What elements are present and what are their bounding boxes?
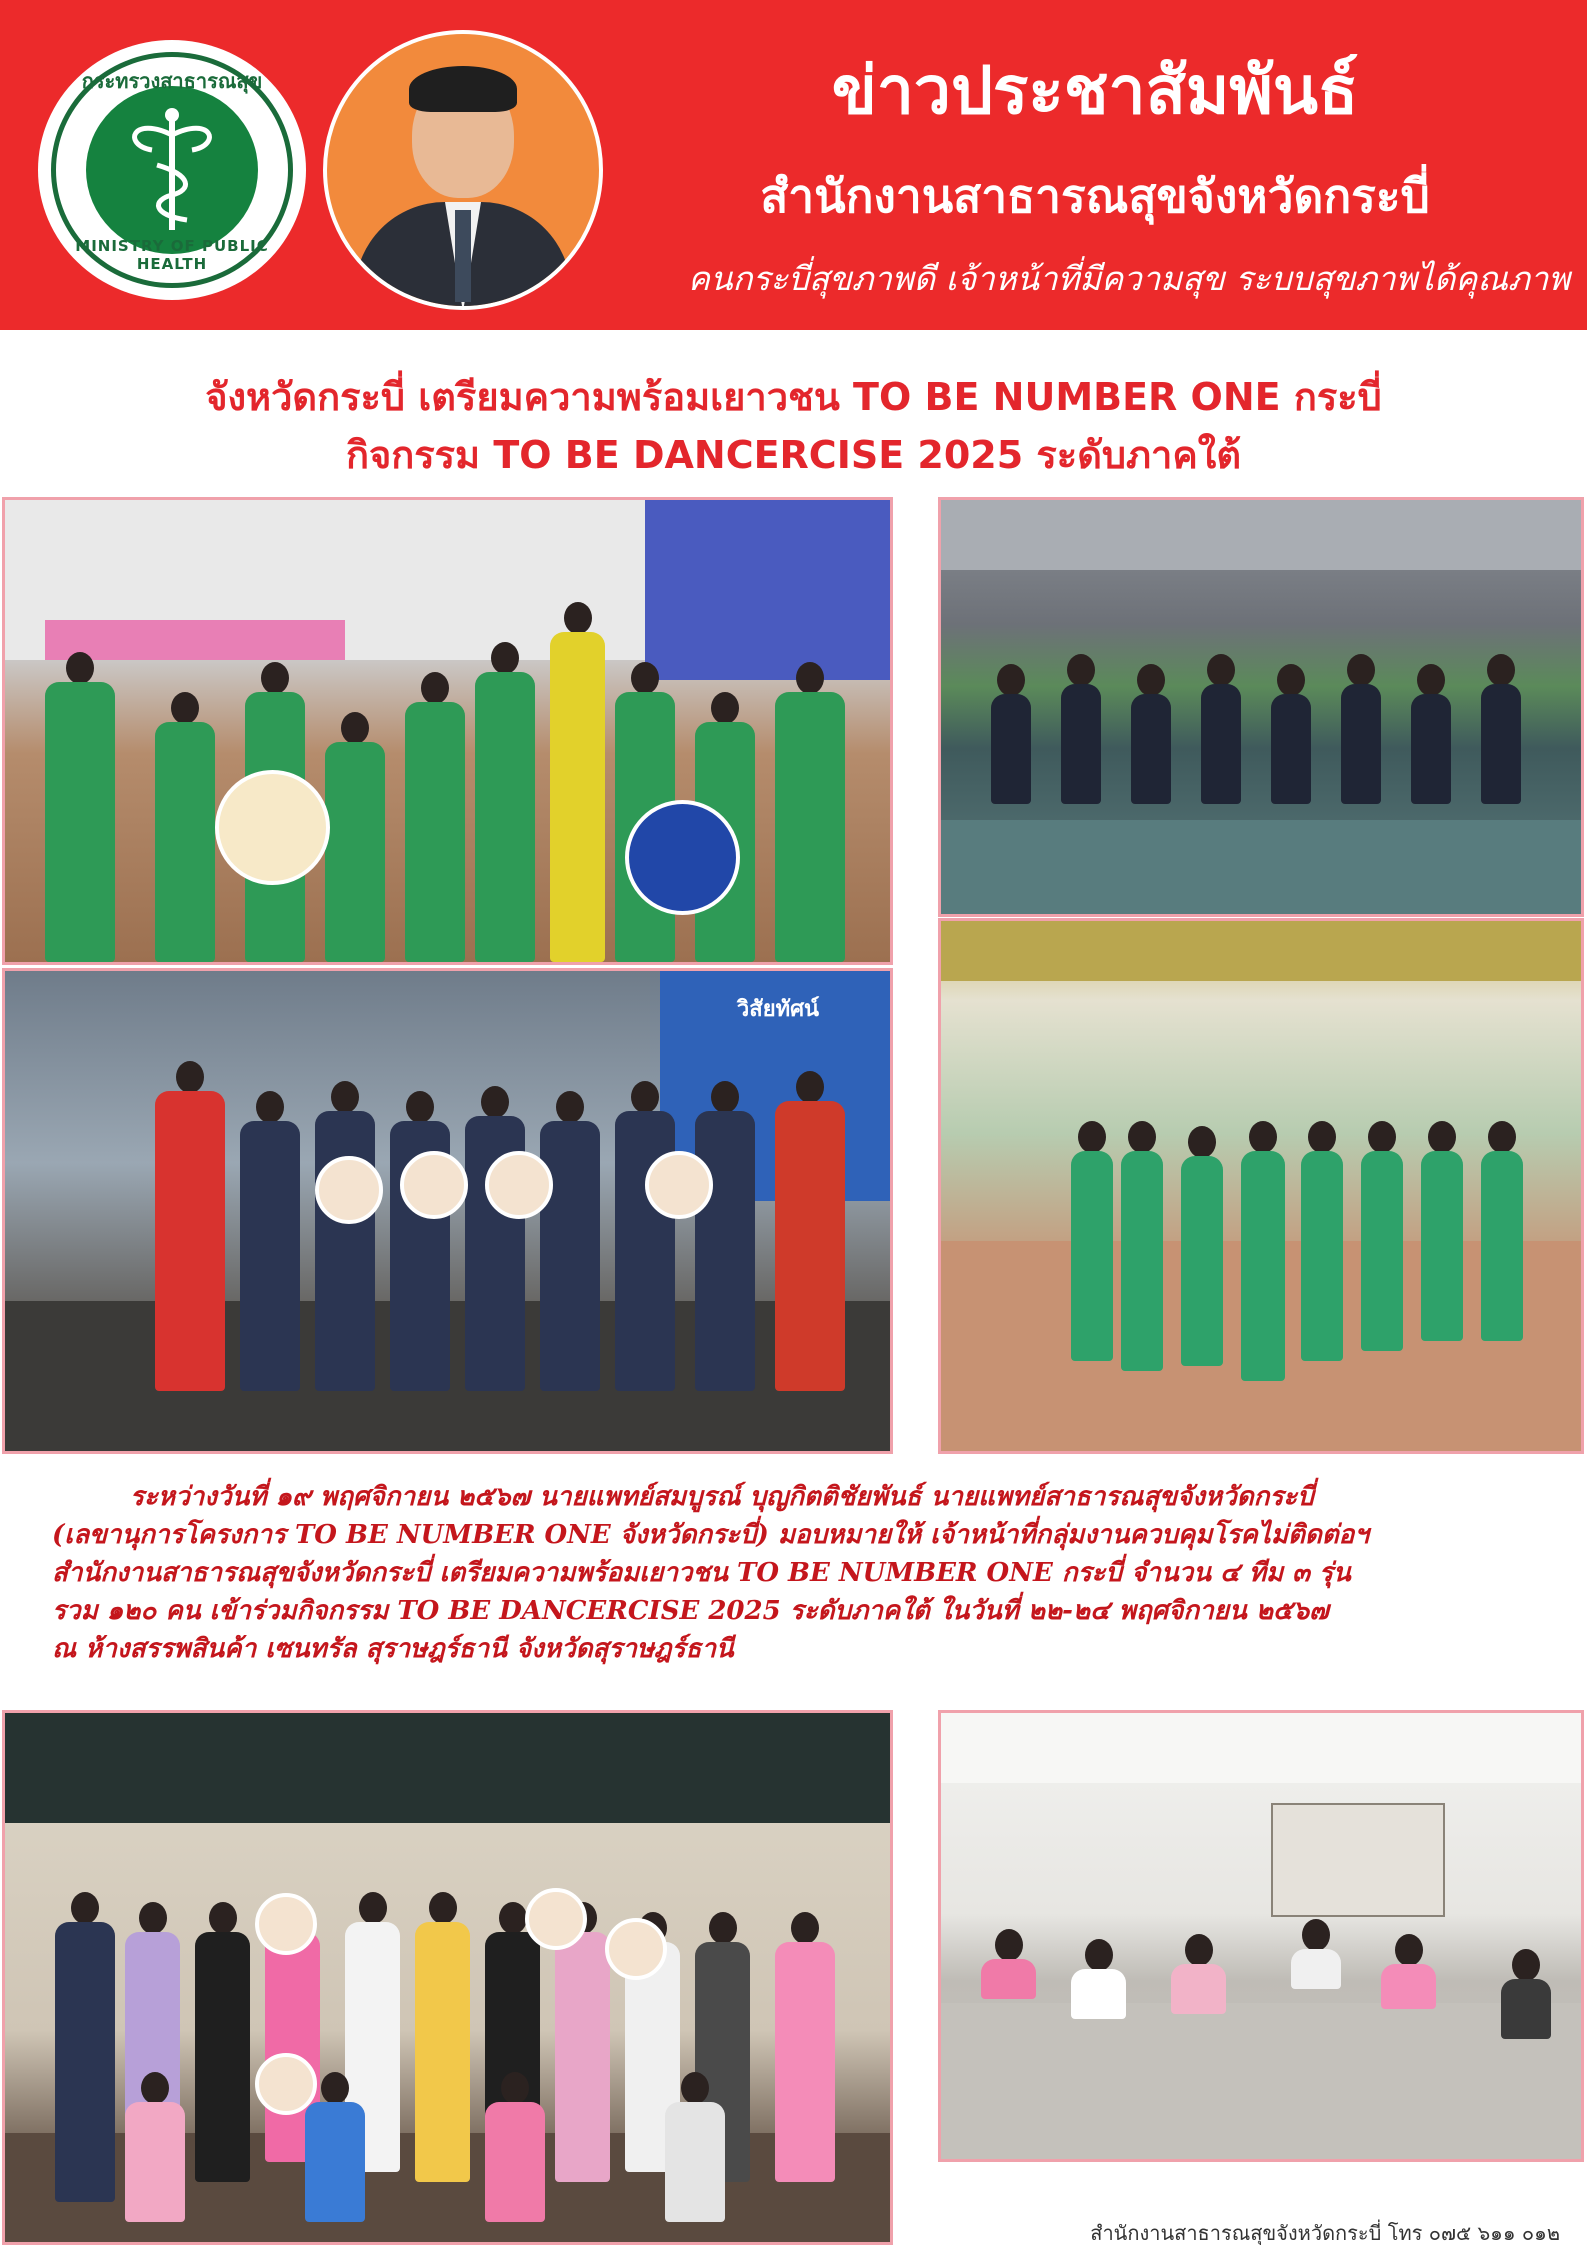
logo-ring [51, 52, 293, 288]
photo-dance-performance-court [938, 497, 1584, 917]
person [475, 642, 535, 962]
header-banner [0, 0, 1587, 330]
person [415, 1892, 470, 2182]
header-slogan: คนกระบี่สุขภาพดี เจ้าหน้าที่มีความสุข ระบบสุขภาพได้คุณภาพ [687, 259, 1570, 298]
news-body-line-2: (เลขานุการโครงการ TO BE NUMBER ONE จังหวัดกระบี่) มอบหมายให้ เจ้าหน้าที่กลุ่มงานควบคุมโรคไม่ติดต่อฯ [52, 1520, 1369, 1550]
photo-stretching-hall [938, 1710, 1584, 2162]
dancer [1411, 664, 1451, 804]
headline-line-1: จังหวัดกระบี่ เตรียมความพร้อมเยาวชน TO BE NUMBER ONE กระบี่ [205, 375, 1382, 419]
to-be-number-one-sign [525, 1888, 587, 1950]
photo-blue-wall [645, 500, 893, 680]
dancer [1201, 654, 1241, 804]
photo-group-green-uniform [2, 497, 893, 965]
dancer [1131, 664, 1171, 804]
person [540, 1091, 600, 1391]
person [550, 602, 605, 962]
person [155, 692, 215, 962]
to-be-number-one-sign [605, 1918, 667, 1980]
photo-roof [941, 500, 1584, 570]
dancer [1181, 1126, 1223, 1366]
headline [0, 368, 1587, 484]
dancer [1481, 654, 1521, 804]
ministry-logo [38, 40, 306, 300]
child-stretching [1171, 1934, 1226, 2014]
photo-mirror [1271, 1803, 1445, 1917]
person [125, 2072, 185, 2222]
news-body-line-3: สำนักงานสาธารณสุขจังหวัดกระบี่ เตรียมความพร้อมเยาวชน TO BE NUMBER ONE กระบี่ จำนวน ๔ ทีม ๓ รุ่น [52, 1558, 1351, 1588]
caduceus-icon [86, 86, 258, 254]
to-be-number-one-sign [400, 1151, 468, 1219]
child-stretching [1071, 1939, 1126, 2019]
to-be-number-one-sign [485, 1151, 553, 1219]
person [775, 1071, 845, 1391]
header-title: ข่าวประชาสัมพันธ์ [831, 51, 1359, 129]
news-body [52, 1478, 1542, 1668]
news-body-line-1: ระหว่างวันที่ ๑๙ พฤศจิกายน ๒๕๖๗ นายแพทย์สมบูรณ์ บุญกิตติชัยพันธ์ นายแพทย์สาธารณสุขจังหวัดกระบี่ [130, 1482, 1314, 1512]
person [485, 2072, 545, 2222]
dancer [1301, 1121, 1343, 1361]
news-body-line-4: รวม ๑๒๐ คน เข้าร่วมกิจกรรม TO BE DANCERCISE 2025 ระดับภาคใต้ ในวันที่ ๒๒-๒๔ พฤศจิกายน ๒๕๖๗ [52, 1596, 1329, 1626]
person [615, 1081, 675, 1391]
dancer [1421, 1121, 1463, 1341]
dancer [1271, 664, 1311, 804]
headline-line-2: กิจกรรม TO BE DANCERCISE 2025 ระดับภาคใต้ [345, 433, 1242, 477]
photo-dark-ceiling [5, 1713, 893, 1823]
person [55, 1892, 115, 2202]
to-be-number-one-sign [255, 1893, 317, 1955]
photo-group-children [2, 1710, 893, 2245]
dancer [1241, 1121, 1285, 1381]
person [775, 662, 845, 962]
dancer [1361, 1121, 1403, 1351]
portrait-tie [455, 210, 471, 302]
dancer [1121, 1121, 1163, 1371]
dancer [1071, 1121, 1113, 1361]
person [155, 1061, 225, 1391]
photo-dance-practice-hall [938, 918, 1584, 1454]
to-be-number-one-sign [625, 800, 740, 915]
logo-text-top: กระทรวงสาธารณสุข [81, 69, 263, 93]
photo-ceiling [941, 921, 1584, 981]
child-stretching [1501, 1949, 1551, 2039]
person [195, 1902, 250, 2182]
person [695, 1081, 755, 1391]
to-be-number-one-sign [255, 2053, 317, 2115]
person [405, 672, 465, 962]
person [465, 1086, 525, 1391]
photo-court-floor [941, 820, 1584, 917]
to-be-number-one-sign [315, 1156, 383, 1224]
to-be-number-one-sign [645, 1151, 713, 1219]
dancer [1341, 654, 1381, 804]
footer-contact: สำนักงานสาธารณสุขจังหวัดกระบี่ โทร ๐๗๕ ๖๑๑ ๐๑๒ [1090, 2221, 1560, 2245]
person [775, 1912, 835, 2182]
person [390, 1091, 450, 1391]
portrait-hair [409, 66, 517, 112]
child-stretching [1291, 1919, 1341, 1989]
news-body-line-5: ณ ห้างสรรพสินค้า เซนทรัล สุราษฎร์ธานี จังหวัดสุราษฎร์ธานี [52, 1634, 734, 1664]
dancer [1481, 1121, 1523, 1341]
vision-board-title: วิสัยทัศน์ [736, 997, 820, 1022]
official-portrait [323, 30, 603, 310]
photo-group-navy-uniform [2, 968, 893, 1454]
dancer [1061, 654, 1101, 804]
header-office: สำนักงานสาธารณสุขจังหวัดกระบี่ [760, 169, 1430, 223]
dancer [991, 664, 1031, 804]
child-stretching [1381, 1934, 1436, 2009]
person [315, 1081, 375, 1391]
person [45, 652, 115, 962]
person [665, 2072, 725, 2222]
person [325, 712, 385, 962]
logo-text-bottom: MINISTRY OF PUBLIC HEALTH [75, 237, 269, 273]
to-be-number-one-sign [215, 770, 330, 885]
person [240, 1091, 300, 1391]
photo-floor [941, 2003, 1584, 2162]
child-stretching [981, 1929, 1036, 1999]
photo-ceiling [941, 1713, 1584, 1783]
